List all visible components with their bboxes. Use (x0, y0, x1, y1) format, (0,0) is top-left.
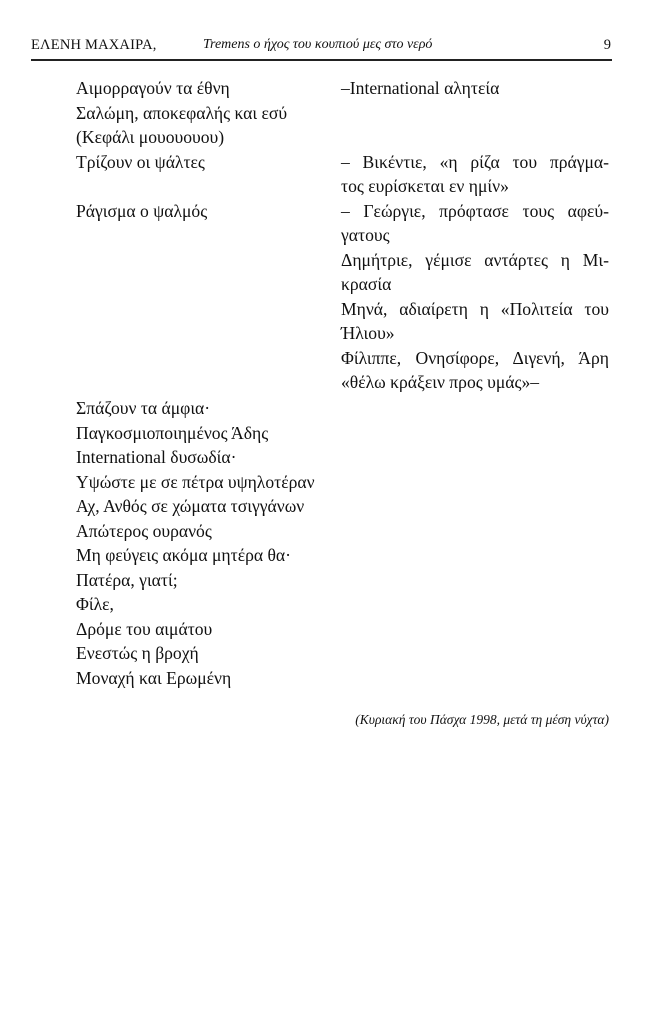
header-title: Tremens ο ήχος του κουπιού μες στο νερό (203, 37, 433, 52)
poem-line: Παγκοσμιοποιημένος Άδης (76, 422, 269, 443)
poem-line: κρασία (341, 274, 392, 294)
poem-line: Σαλώμη, αποκεφαλής και εσύ (76, 102, 288, 123)
running-header (31, 37, 611, 57)
poem-line: Ήλιου» (341, 323, 395, 343)
poem-line: γατους (341, 225, 390, 245)
poem-date-note: (Κυριακή του Πάσχα 1998, μετά τη μέση νύχτα) (355, 712, 609, 727)
poem-line: Ενεστώς η βροχή (76, 643, 199, 663)
poem-line: Υψώστε με σε πέτρα υψηλοτέραν (76, 471, 315, 492)
poem-left-block-1 (76, 76, 287, 223)
poem-line: – Βικέντιε, «η ρίζα του πράγμα- (341, 151, 609, 172)
header-rule (31, 59, 612, 61)
poem-line: τος ευρίσκεται εν ημίν» (341, 176, 509, 196)
poem-line: Φίλε, (76, 594, 114, 614)
poem-left-block-2 (76, 396, 315, 690)
poem-line: Πατέρα, γιατί; (76, 569, 178, 590)
poem-line: Δρόμε του αιμάτου (76, 618, 213, 639)
poem-line: –International αλητεία (341, 78, 500, 98)
poem-line: Τρίζουν οι ψάλτες (76, 151, 205, 172)
poem-line: Μη φεύγεις ακόμα μητέρα θα· (76, 545, 291, 565)
poem-line: Απώτερος ουρανός (76, 520, 212, 541)
poem-line: Αχ, Ανθός σε χώματα τσιγγάνων (76, 496, 305, 516)
poem-line: (Κεφάλι μουουουου) (76, 127, 225, 147)
poem-line: Αιμορραγούν τα έθνη (76, 78, 230, 98)
poem-right-block (341, 76, 609, 395)
poem-line: Δημήτριε, γέμισε αντάρτες η Μι- (341, 249, 609, 270)
poem-line: «θέλω κράξειν προς υμάς»– (341, 372, 540, 392)
poem-line: – Γεώργιε, πρόφτασε τους αφεύ- (341, 200, 609, 221)
poem-line: Φίλιππε, Ονησίφορε, Διγενή, Άρη (341, 347, 609, 368)
poem-line: International δυσωδία· (76, 447, 237, 467)
header-author: ΕΛΕΝΗ ΜΑΧΑΙΡΑ, (31, 37, 157, 53)
poem-line: Μηνά, αδιαίρετη η «Πολιτεία του (341, 298, 609, 319)
page-number: 9 (603, 37, 611, 53)
poem-line: Ράγισμα ο ψαλμός (76, 200, 208, 221)
poem-line: Σπάζουν τα άμφια· (76, 398, 211, 418)
poem-line: Μοναχή και Ερωμένη (76, 667, 232, 688)
